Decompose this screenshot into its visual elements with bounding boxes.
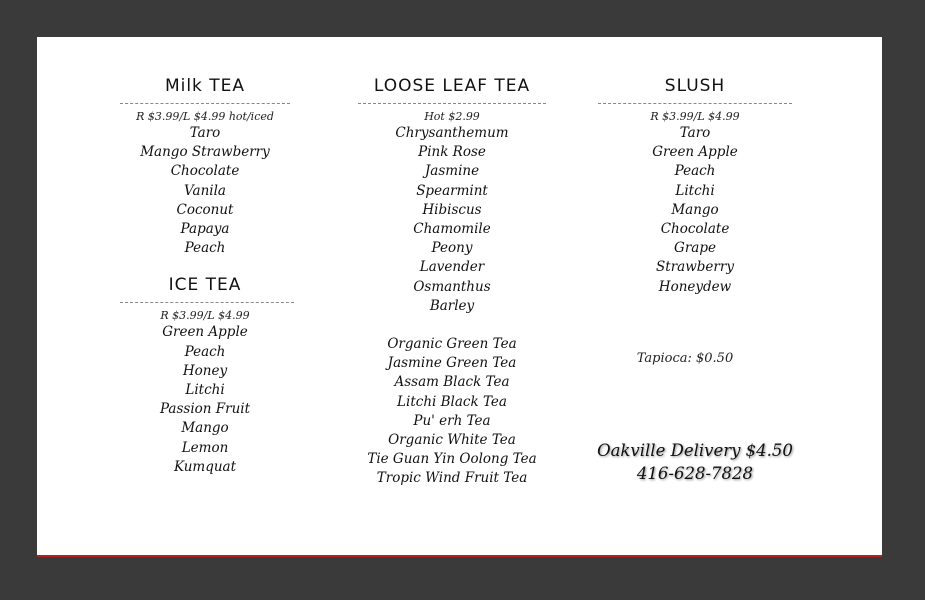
- list-item: Chrysanthemum: [395, 125, 509, 141]
- loose-leaf-column: [357, 37, 547, 489]
- list-item: Tie Guan Yin Oolong Tea: [367, 451, 537, 468]
- list-item: Spearmint: [416, 182, 488, 199]
- list-item: Pu' erh Tea: [413, 412, 491, 429]
- list-item: Chocolate: [660, 221, 730, 238]
- ice-tea-title: ICE TEA: [168, 275, 242, 296]
- list-item: Assam Black Tea: [394, 374, 510, 391]
- herbal-tea-list: [357, 124, 547, 316]
- list-item: Passion Fruit: [159, 401, 251, 418]
- phone-number: 416-628-7828: [636, 464, 754, 483]
- list-item: Mango: [181, 420, 229, 437]
- menu-card: [37, 37, 882, 557]
- list-item: Taro: [189, 125, 221, 141]
- list-item: Chocolate: [170, 163, 240, 180]
- list-item: Vanila: [184, 182, 226, 199]
- list-item: Litchi Black Tea: [397, 393, 507, 410]
- milk-tea-price: R $3.99/L $4.99 hot/iced: [136, 110, 274, 123]
- delivery-line: Oakville Delivery $4.50: [597, 441, 793, 460]
- delivery-info: [585, 439, 805, 485]
- ice-tea-divider: [120, 302, 294, 303]
- milk-tea-column: [120, 37, 290, 477]
- list-item: Peach: [674, 163, 716, 180]
- list-item: Chamomile: [413, 221, 491, 238]
- list-item: Honeydew: [658, 278, 732, 295]
- list-item: Mango Strawberry: [140, 144, 270, 161]
- slush-divider: [598, 103, 792, 104]
- slush-column: [597, 37, 793, 297]
- list-item: Coconut: [176, 201, 234, 218]
- list-item: Pink Rose: [418, 144, 486, 161]
- slush-list: [597, 124, 793, 297]
- list-item: Peony: [431, 240, 473, 257]
- milk-tea-title: Milk TEA: [164, 76, 246, 96]
- milk-tea-divider: [120, 103, 290, 104]
- list-item: Strawberry: [656, 259, 734, 276]
- tapioca-price: Tapioca: $0.50: [636, 351, 734, 366]
- list-item: Honey: [182, 362, 228, 379]
- list-item: Litchi: [675, 182, 715, 199]
- list-item: Barley: [429, 297, 475, 314]
- list-item: Green Apple: [652, 144, 738, 161]
- list-item: Organic Green Tea: [387, 336, 517, 353]
- list-item: Grape: [674, 240, 716, 257]
- list-item: Peach: [184, 240, 226, 257]
- list-item: Jasmine: [424, 163, 480, 180]
- list-item: Green Apple: [162, 324, 248, 341]
- list-item: Organic White Tea: [388, 432, 516, 449]
- ice-tea-price: R $3.99/L $4.99: [160, 309, 250, 323]
- leaf-tea-list: [357, 335, 547, 489]
- list-item: Jasmine Green Tea: [387, 355, 517, 372]
- milk-tea-list: [120, 124, 290, 258]
- list-item: Litchi: [185, 382, 225, 399]
- list-item: Lemon: [181, 439, 229, 456]
- loose-leaf-price: Hot $2.99: [424, 110, 480, 123]
- list-item: Peach: [184, 343, 226, 360]
- list-item: Kumquat: [173, 458, 237, 475]
- list-item: Mango: [671, 201, 719, 218]
- ice-tea-list: [120, 323, 290, 477]
- list-item: Lavender: [419, 259, 485, 276]
- slush-title: SLUSH: [664, 76, 726, 96]
- list-item: Hibiscus: [422, 201, 482, 218]
- list-item: Tropic Wind Fruit Tea: [376, 470, 528, 487]
- list-item: Osmanthus: [413, 278, 491, 295]
- list-item: Taro: [679, 125, 711, 141]
- list-item: Papaya: [180, 221, 230, 238]
- slush-price: R $3.99/L $4.99: [650, 110, 740, 123]
- loose-leaf-title: LOOSE LEAF TEA: [373, 76, 531, 96]
- loose-leaf-divider: [358, 103, 546, 104]
